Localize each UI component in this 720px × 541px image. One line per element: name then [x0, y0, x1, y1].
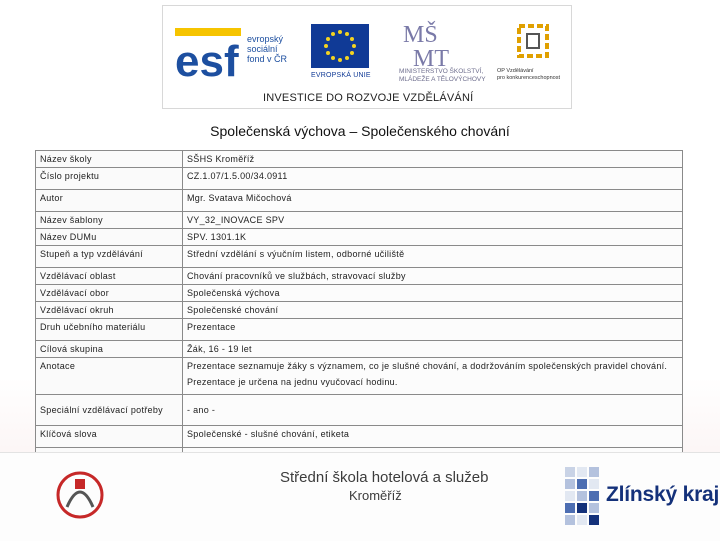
row-value: SŠHS Kroměříž	[183, 151, 683, 168]
row-value: Společenské chování	[183, 302, 683, 319]
row-value	[183, 358, 683, 395]
investice-slogan: INVESTICE DO ROZVOJE VZDĚLÁVÁNÍ	[263, 92, 474, 104]
op-logo-icon	[511, 20, 555, 64]
school-logo-icon	[55, 457, 105, 535]
page-title: Společenská výchova – Společenského chování	[210, 123, 510, 139]
table-row	[36, 285, 683, 302]
msmt-line-1: MINISTERSTVO ŠKOLSTVÍ,	[399, 68, 484, 75]
row-key: Anotace	[36, 358, 183, 395]
row-value: Střední vzdělání s výučním listem, odborné učiliště	[183, 246, 683, 268]
footer-city: Kroměříž	[349, 488, 402, 503]
table-row	[36, 341, 683, 358]
row-key: Speciální vzdělávací potřeby	[36, 395, 183, 426]
row-value: - ano -	[183, 395, 683, 426]
row-key: Cílová skupina	[36, 341, 183, 358]
table-row	[36, 268, 683, 285]
msmt-line-2: MLÁDEŽE A TĚLOVÝCHOVY	[399, 76, 486, 83]
svg-text:MT: MT	[413, 46, 449, 68]
table-row	[36, 190, 683, 212]
table-row	[36, 426, 683, 448]
row-value: VY_32_INOVACE SPV	[183, 212, 683, 229]
partner-logo-banner	[162, 5, 572, 109]
esf-line-1: evropský	[247, 34, 284, 44]
table-row	[36, 319, 683, 341]
op-line-2: pro konkurenceschopnost	[497, 75, 560, 81]
footer-school-name: Střední škola hotelová a služeb	[280, 469, 489, 486]
annotation-line-1: Prezentace seznamuje žáky s významem, co je slušné chování, a dodržováním společenských pravidel chování.	[187, 361, 668, 371]
row-key: Vzdělávací obor	[36, 285, 183, 302]
footer-region: Zlínský kraj	[606, 483, 720, 506]
annotation-line-2: Prezentace je určena na jednu vyučovací hodinu.	[187, 377, 398, 387]
row-key: Číslo projektu	[36, 168, 183, 190]
row-value: Chování pracovníků ve službách, stravovací služby	[183, 268, 683, 285]
table-row	[36, 229, 683, 246]
esf-caption	[247, 34, 287, 64]
eu-caption: EVROPSKÁ UNIE	[311, 72, 371, 79]
esf-line-3: fond v ČR	[247, 54, 288, 64]
table-row	[36, 358, 683, 395]
row-value: Žák, 16 - 19 let	[183, 341, 683, 358]
row-value: CZ.1.07/1.5.00/34.0911	[183, 168, 683, 190]
esf-line-2: sociální	[247, 44, 278, 54]
table-row	[36, 168, 683, 190]
metadata-table	[35, 150, 683, 487]
op-line-1: OP Vzdělávání	[497, 68, 534, 74]
esf-logo-icon	[173, 24, 243, 82]
row-value: Společenské - slušné chování, etiketa	[183, 426, 683, 448]
row-value: SPV. 1301.1K	[183, 229, 683, 246]
row-key: Druh učebního materiálu	[36, 319, 183, 341]
row-value: Společenská výchova	[183, 285, 683, 302]
msmt-caption	[399, 68, 486, 84]
row-key: Vzdělávací oblast	[36, 268, 183, 285]
table-row	[36, 212, 683, 229]
table-row	[36, 302, 683, 319]
table-row	[36, 246, 683, 268]
row-key: Název školy	[36, 151, 183, 168]
row-key: Název šablony	[36, 212, 183, 229]
footer	[0, 452, 720, 541]
row-key: Autor	[36, 190, 183, 212]
row-key: Vzdělávací okruh	[36, 302, 183, 319]
row-key: Stupeň a typ vzdělávání	[36, 246, 183, 268]
row-key: Název DUMu	[36, 229, 183, 246]
row-value: Prezentace	[183, 319, 683, 341]
eu-flag-icon	[311, 24, 369, 68]
row-value: Mgr. Svatava Mičochová	[183, 190, 683, 212]
svg-text:MŠ: MŠ	[403, 22, 438, 48]
op-caption	[497, 68, 573, 82]
table-row	[36, 395, 683, 426]
table-row	[36, 151, 683, 168]
zlin-region-logo-icon	[563, 465, 601, 527]
row-key: Klíčová slova	[36, 426, 183, 448]
msmt-logo-icon	[403, 20, 465, 68]
svg-text:esf: esf	[175, 37, 239, 82]
